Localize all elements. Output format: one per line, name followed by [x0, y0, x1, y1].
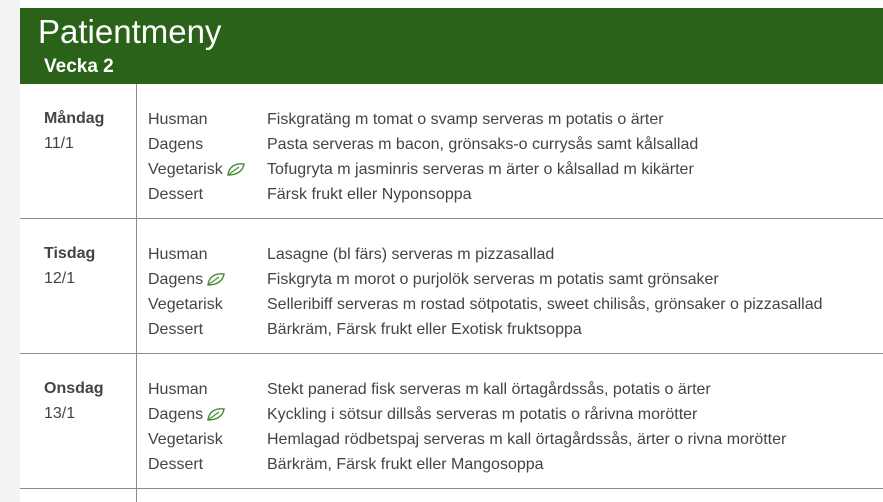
- meal-description: Stekt panerad fisk serveras m kall örtagårdssås, potatis o ärter: [267, 381, 711, 398]
- leaf-icon: [206, 271, 226, 287]
- meal-type-label: Vegetarisk: [148, 431, 223, 448]
- meal-type: [148, 135, 203, 155]
- meal-description: Bärkräm, Färsk frukt eller Mangosoppa: [267, 456, 544, 473]
- meal-type: [148, 320, 203, 340]
- week-label: Vecka 2: [44, 56, 114, 77]
- meal-type: [148, 270, 226, 290]
- meal-type-label: Dessert: [148, 456, 204, 473]
- leaf-icon: [206, 406, 226, 422]
- meal-type-label: Vegetarisk: [148, 296, 223, 313]
- meal-type: [148, 110, 208, 130]
- meal-description: Hemlagad rödbetspaj serveras m kall örtagårdssås, ärter o rivna morötter: [267, 431, 787, 448]
- meal-type-label: Vegetarisk: [148, 161, 223, 178]
- leaf-icon: [226, 161, 246, 177]
- day-block-wednesday: [20, 354, 883, 489]
- day-date: 11/1: [44, 135, 74, 152]
- row-divider: [20, 488, 883, 489]
- meal-type-label: Dessert: [148, 186, 204, 203]
- meal-type: [148, 185, 203, 205]
- day-name: Onsdag: [44, 380, 104, 397]
- meal-type-label: Husman: [148, 381, 208, 398]
- menu-table: [20, 84, 883, 502]
- meal-type: [148, 245, 208, 265]
- meal-description: Tofugryta m jasminris serveras m ärter o kålsallad m kikärter: [267, 161, 694, 178]
- meal-description: Selleribiff serveras m rostad sötpotatis, sweet chilisås, grönsaker o pizzasallad: [267, 296, 823, 313]
- meal-type-label: Dagens: [148, 406, 204, 423]
- page-title: Patientmeny: [38, 13, 222, 50]
- meal-description: Pasta serveras m bacon, grönsaks-o currysås samt kålsallad: [267, 136, 699, 153]
- left-gutter: [0, 0, 20, 502]
- meal-description: Fiskgryta m morot o purjolök serveras m potatis samt grönsaker: [267, 271, 719, 288]
- day-block-tuesday: [20, 219, 883, 354]
- meal-description: Kyckling i sötsur dillsås serveras m potatis o rårivna morötter: [267, 406, 698, 423]
- meal-type-label: Husman: [148, 111, 208, 128]
- meal-description: Bärkräm, Färsk frukt eller Exotisk fruktsoppa: [267, 321, 582, 338]
- meal-type: [148, 380, 208, 400]
- day-name: Måndag: [44, 110, 105, 127]
- meal-type: [148, 455, 203, 475]
- meal-type-label: Dessert: [148, 321, 204, 338]
- day-date: 12/1: [44, 270, 76, 287]
- day-name: Tisdag: [44, 245, 96, 262]
- meal-type-label: Husman: [148, 246, 208, 263]
- meal-type-label: Dagens: [148, 271, 204, 288]
- meal-type-label: Dagens: [148, 136, 204, 153]
- meal-description: Färsk frukt eller Nyponsoppa: [267, 186, 472, 203]
- meal-type: [148, 295, 223, 315]
- meal-type: [148, 430, 223, 450]
- menu-header: [20, 8, 883, 84]
- meal-description: Lasagne (bl färs) serveras m pizzasallad: [267, 246, 555, 263]
- meal-type: [148, 405, 226, 425]
- meal-description: Fiskgratäng m tomat o svamp serveras m potatis o ärter: [267, 111, 664, 128]
- meal-type: [148, 160, 246, 180]
- day-date: 13/1: [44, 405, 76, 422]
- day-block-monday: [20, 84, 883, 219]
